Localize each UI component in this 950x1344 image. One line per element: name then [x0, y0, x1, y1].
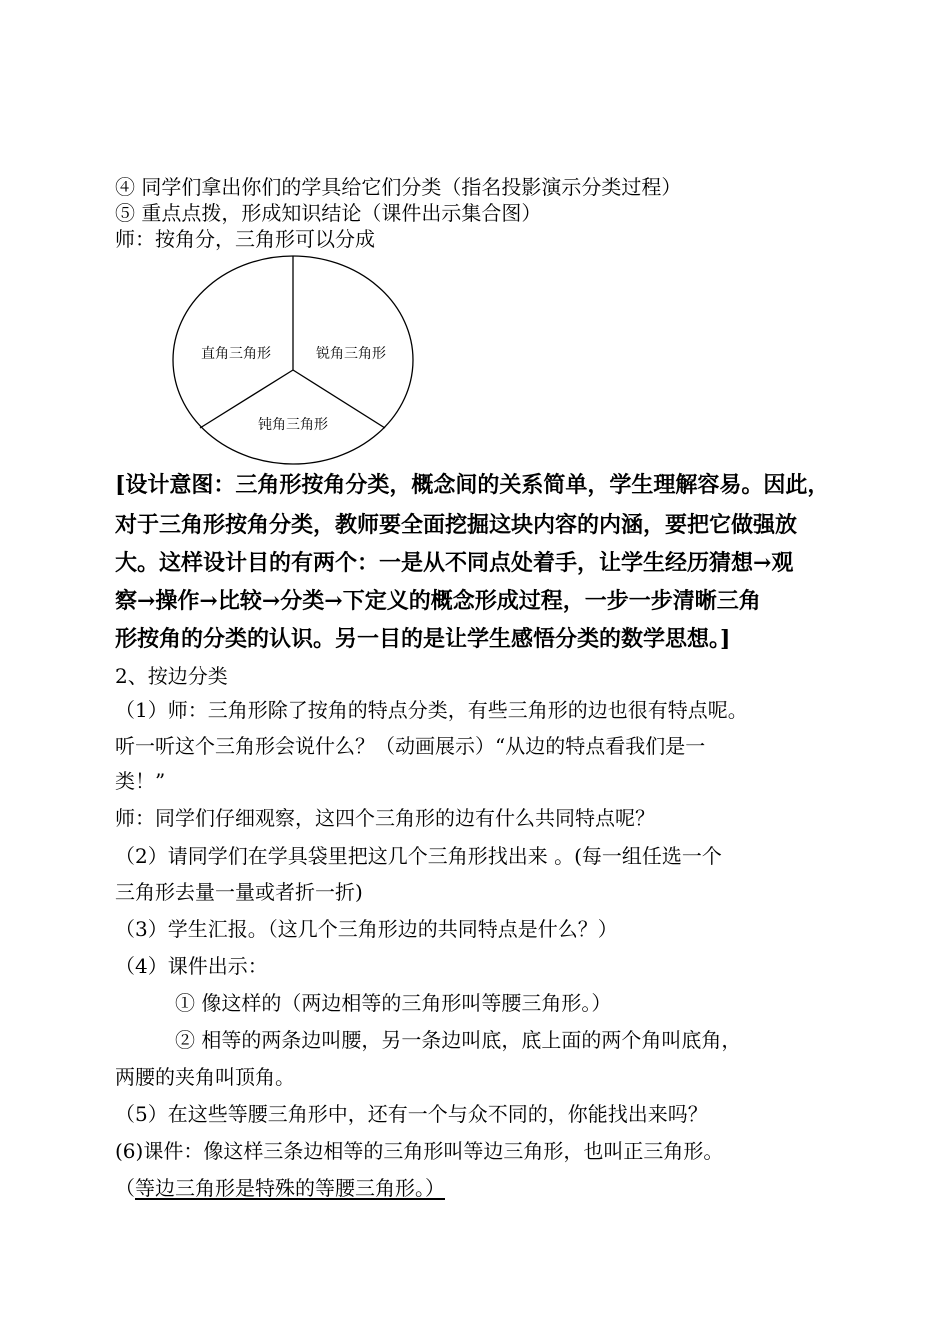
design-line: 对于三角形按角分类，教师要全面挖掘这块内容的内涵，要把它做强放	[115, 512, 798, 538]
design-line: 形按角的分类的认识。另一目的是让学生感悟分类的数学思想。]	[115, 626, 731, 652]
diagram-label-obtuse: 钝角三角形	[258, 416, 328, 432]
paragraph-1d: 师：同学们仔细观察，这四个三角形的边有什么共同特点呢？	[115, 806, 655, 830]
paragraph-4: （4）课件出示：	[115, 954, 268, 978]
angle-classification-diagram	[168, 252, 418, 472]
paragraph-3: （3）学生汇报。（这几个三角形边的共同特点是什么？）	[115, 917, 618, 941]
diagram-label-right: 直角三角形	[201, 345, 271, 361]
section-heading: 2、按边分类	[115, 664, 228, 688]
paragraph-4-item2b: 两腰的夹角叫顶角。	[115, 1065, 295, 1089]
paragraph-1b: 听一听这个三角形会说什么？（动画展示）“从边的特点看我们是一	[115, 734, 706, 758]
paragraph-2a: （2）请同学们在学具袋里把这几个三角形找出来 。(每一组任选一个	[115, 844, 722, 868]
paragraph-4-item1: ① 像这样的（两边相等的三角形叫等腰三角形。）	[175, 991, 612, 1015]
intro-teacher: 师：按角分，三角形可以分成	[115, 227, 375, 251]
paragraph-5: （5）在这些等腰三角形中，还有一个与众不同的，你能找出来吗？	[115, 1102, 708, 1126]
design-line: [设计意图：三角形按角分类，概念间的关系简单，学生理解容易。因此，	[115, 472, 830, 498]
intro-step5: ⑤ 重点点拨，形成知识结论（课件出示集合图）	[115, 201, 542, 225]
intro-step4: ④ 同学们拿出你们的学具给它们分类（指名投影演示分类过程）	[115, 175, 682, 199]
paragraph-2b: 三角形去量一量或者折一折)	[115, 880, 363, 904]
paragraph-7	[115, 1175, 445, 1201]
design-line: 大。这样设计目的有两个：一是从不同点处着手，让学生经历猜想→观	[115, 550, 794, 576]
paragraph-1a: （1）师：三角形除了按角的特点分类，有些三角形的边也很有特点呢。	[115, 698, 748, 722]
design-line: 察→操作→比较→分类→下定义的概念形成过程，一步一步清晰三角	[115, 588, 761, 614]
paragraph-6: (6)课件：像这样三条边相等的三角形叫等边三角形，也叫正三角形。	[115, 1139, 724, 1163]
paragraph-7-underlined: 等边三角形是特殊的等腰三角形。）	[135, 1176, 445, 1200]
paragraph-7-open: （	[115, 1176, 135, 1200]
diagram-label-acute: 锐角三角形	[316, 345, 386, 361]
paragraph-4-item2a: ② 相等的两条边叫腰，另一条边叫底，底上面的两个角叫底角，	[175, 1028, 742, 1052]
paragraph-1c: 类！”	[115, 769, 166, 793]
